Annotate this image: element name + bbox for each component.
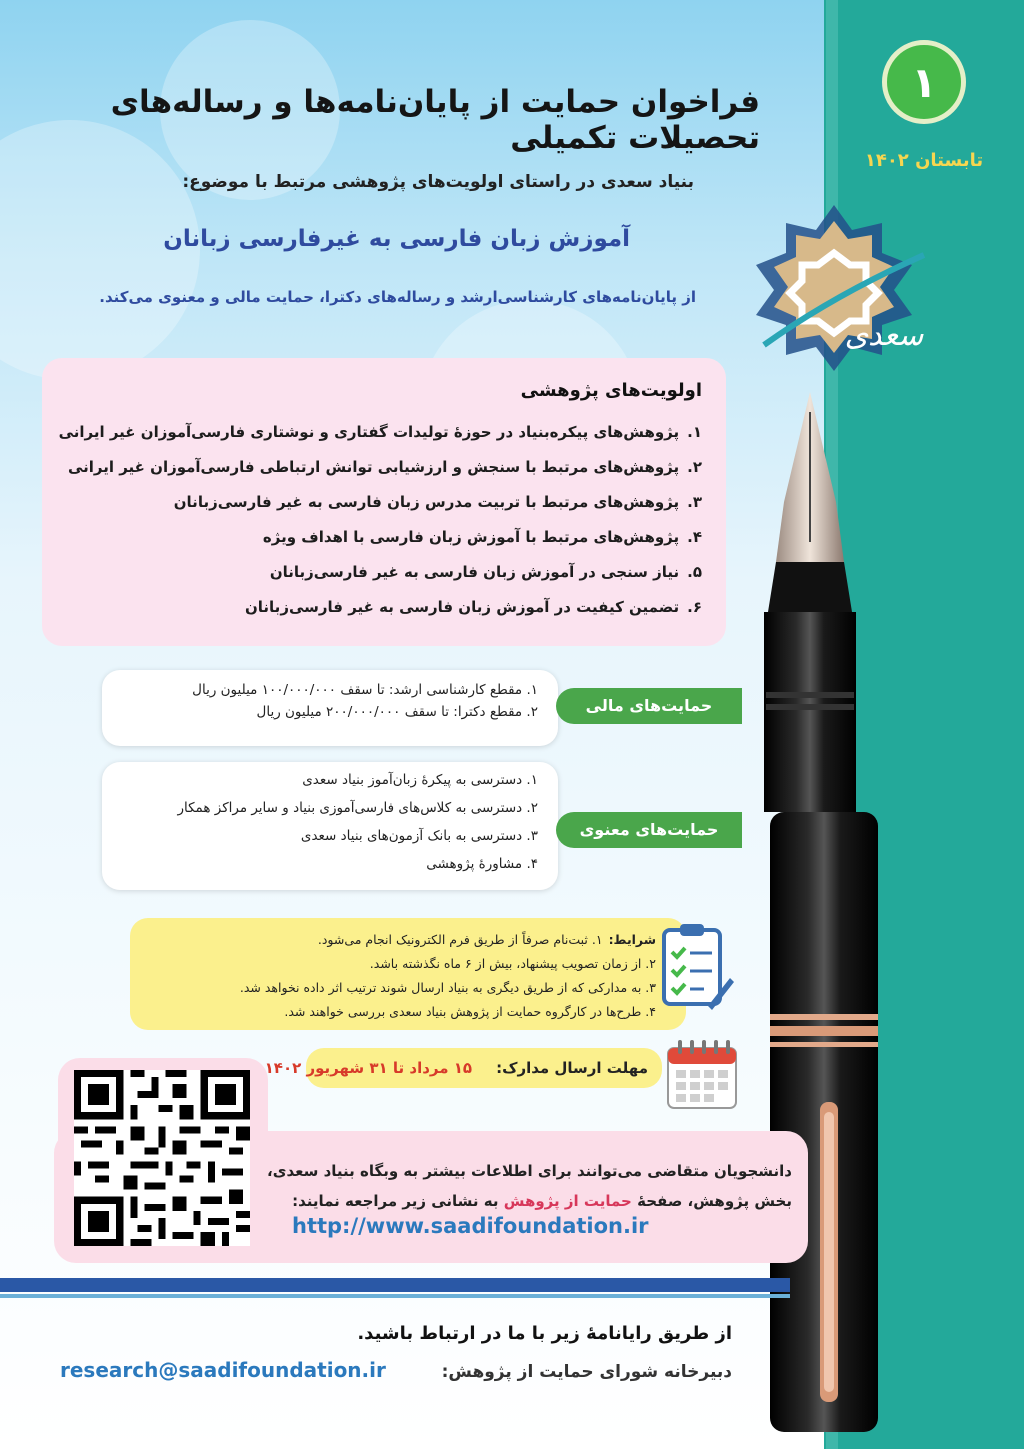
qr-code[interactable] — [74, 1070, 250, 1246]
deadline-dates: ۱۵ مرداد تا ۳۱ شهریور ۱۴۰۲ — [264, 1059, 473, 1077]
research-priorities-title: اولویت‌های پژوهشی — [520, 380, 702, 401]
item-text: تضمین کیفیت در آموزش زبان فارسی به غیر فارسی‌زبانان — [244, 598, 680, 616]
list-item — [66, 520, 702, 555]
info-line-2-end: به نشانی زیر مراجعه نمایند: — [292, 1192, 499, 1210]
divider-stripe-thin — [0, 1294, 790, 1298]
condition-text: ۱. ثبت‌نام صرفاً از طریق فرم الکترونیک انجام می‌شود. — [317, 932, 603, 947]
item-number: ۱. — [687, 423, 702, 441]
financial-support-item: ۲. مقطع دکترا: تا سقف ۲۰۰/۰۰۰/۰۰۰ میلیون ریال — [256, 704, 538, 720]
list-item — [66, 555, 702, 590]
list-item — [58, 415, 702, 450]
item-text: پژوهش‌های پیکره‌بنیاد در حوزهٔ تولیدات گفتاری و نوشتاری فارسی‌آموزان غیر ایرانی — [58, 423, 680, 441]
item-number: ۵. — [687, 563, 702, 581]
list-item — [66, 485, 702, 520]
research-priorities-box — [42, 358, 726, 646]
spiritual-support-label: حمایت‌های معنوی — [556, 812, 742, 848]
deadline-box — [264, 1048, 662, 1088]
list-item — [66, 450, 702, 485]
info-text — [267, 1156, 792, 1216]
condition-item: ۲. از زمان تصویب پیشنهاد، بیش از ۶ ماه نگذشته باشد. — [369, 956, 656, 971]
info-line-2 — [272, 1186, 792, 1216]
issue-number-badge: ۱ — [882, 40, 966, 124]
page-title: فراخوان حمایت از پایان‌نامه‌ها و رساله‌های تحصیلات تکمیلی — [110, 84, 760, 156]
research-support-page-link[interactable]: حمایت از پژوهش — [503, 1192, 632, 1210]
item-number: ۳. — [687, 493, 702, 511]
item-text: پژوهش‌های مرتبط با تربیت مدرس زبان فارسی به غیر فارسی‌زبانان — [173, 493, 680, 511]
financial-support-box — [102, 670, 558, 746]
info-line-1: دانشجویان متقاضی می‌توانند برای اطلاعات بیشتر به وبگاه بنیاد سعدی، — [267, 1162, 792, 1180]
website-link[interactable]: http://www.saadifoundation.ir — [292, 1214, 649, 1238]
item-number: ۴. — [687, 528, 702, 546]
logo-lettering: سعدی — [844, 318, 924, 353]
divider-stripe — [0, 1278, 790, 1292]
spiritual-support-item: ۲. دسترسی به کلاس‌های فارسی‌آموزی بنیاد و سایر مراکز همکار — [177, 800, 538, 816]
spiritual-support-box — [102, 762, 558, 890]
spiritual-support-item: ۳. دسترسی به بانک آزمون‌های بنیاد سعدی — [300, 828, 538, 844]
saadi-foundation-logo — [734, 195, 934, 375]
item-text: نیاز سنجی در آموزش زبان فارسی به غیر فارسی‌زبانان — [269, 563, 680, 581]
item-text: پژوهش‌های مرتبط با آموزش زبان فارسی با اهداف ویژه — [262, 528, 680, 546]
spiritual-support-item: ۱. دسترسی به پیکرهٔ زبان‌آموز بنیاد سعدی — [302, 772, 538, 788]
contact-email[interactable]: research@saadifoundation.ir — [60, 1358, 386, 1382]
condition-item: ۳. به مدارکی که از طریق دیگری به بنیاد ارسال شوند ترتیب اثر داده نخواهد شد. — [239, 980, 656, 995]
research-topic: آموزش زبان فارسی به غیرفارسی زبانان — [163, 226, 630, 252]
issue-season: تابستان ۱۴۰۲ — [864, 150, 984, 171]
item-number: ۶. — [687, 598, 702, 616]
calendar-icon — [664, 1036, 740, 1112]
conditions-box — [130, 918, 686, 1030]
subtitle: بنیاد سعدی در راستای اولویت‌های پژوهشی مرتبط با موضوع: — [182, 172, 694, 192]
contact-text: از طریق رایانامهٔ زیر با ما در ارتباط باشید. — [357, 1323, 732, 1344]
condition-item: ۴. طرح‌ها در کارگروه حمایت از پژوهش بنیاد سعدی بررسی خواهند شد. — [284, 1004, 656, 1019]
list-item — [66, 590, 702, 625]
financial-support-label: حمایت‌های مالی — [556, 688, 742, 724]
info-line-2-start: بخش پژوهش، صفحهٔ — [637, 1192, 792, 1210]
support-description: از پایان‌نامه‌های کارشناسی‌ارشد و رساله‌های دکترا، حمایت مالی و معنوی می‌کند. — [99, 288, 696, 306]
research-priorities-list — [58, 415, 702, 625]
item-number: ۲. — [687, 458, 702, 476]
financial-support-item: ۱. مقطع کارشناسی ارشد: تا سقف ۱۰۰/۰۰۰/۰۰۰ میلیون ریال — [192, 682, 538, 698]
item-text: پژوهش‌های مرتبط با سنجش و ارزشیابی توانش ارتباطی فارسی‌آموزان غیر ایرانی — [67, 458, 680, 476]
condition-item — [142, 928, 656, 952]
conditions-label: شرایط: — [608, 932, 656, 947]
clipboard-checklist-icon — [654, 920, 734, 1012]
deadline-label: مهلت ارسال مدارک: — [496, 1059, 648, 1077]
spiritual-support-item: ۴. مشاورهٔ پژوهشی — [426, 856, 538, 872]
secretariat-label: دبیرخانه شورای حمایت از پژوهش: — [441, 1362, 732, 1382]
